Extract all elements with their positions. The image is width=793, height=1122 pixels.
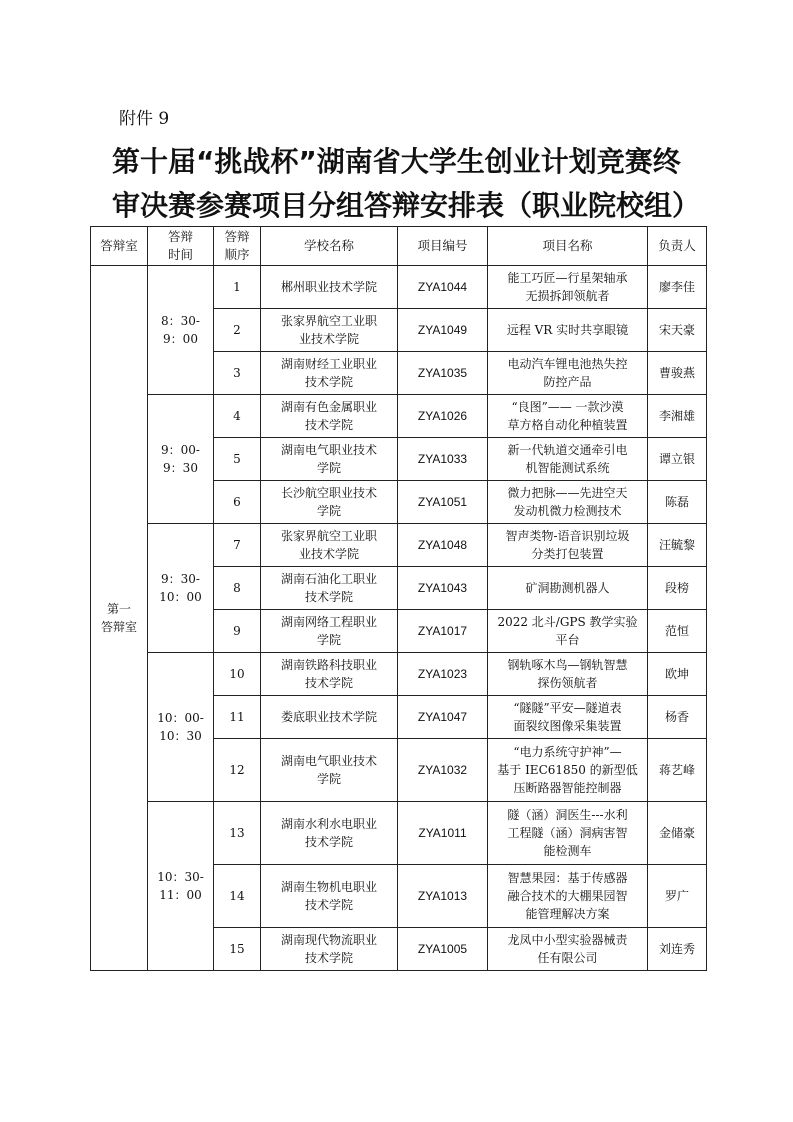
time-slot-line: 10：30 [159, 729, 202, 743]
project-name-line: 能管理解决方案 [525, 907, 610, 921]
project-name-line: 2022 北斗/GPS 教学实验 [497, 615, 638, 629]
project-name-line: 无损拆卸领航者 [525, 289, 610, 303]
school-cell [261, 438, 398, 481]
leader-cell: 廖李佳 [648, 266, 707, 309]
header-order-line: 顺序 [224, 247, 250, 262]
school-line: 业技术学院 [298, 547, 359, 561]
project-name-line: 电动汽车锂电池热失控 [507, 357, 628, 371]
schedule-body [91, 266, 707, 971]
order-cell: 14 [214, 865, 261, 928]
school-line: 湖南水利水电职业 [280, 817, 377, 831]
header-time [148, 227, 214, 266]
time-slot-line: 10：30- [157, 870, 204, 884]
header-room-line: 答辩室 [100, 238, 138, 253]
order-cell: 1 [214, 266, 261, 309]
table-row [91, 802, 707, 865]
leader-cell: 曹骏燕 [648, 352, 707, 395]
project-name-line: 新一代轨道交通牵引电 [507, 443, 628, 457]
project-name-line: 面裂纹图像采集装置 [513, 719, 622, 733]
project-name-line: 分类打包装置 [531, 547, 604, 561]
school-cell [261, 352, 398, 395]
schedule-table [90, 226, 707, 971]
project-name-cell [488, 610, 648, 653]
school-line: 湖南有色金属职业 [280, 400, 377, 414]
leader-cell: 宋天豪 [648, 309, 707, 352]
project-name-line: 机智能测试系统 [525, 461, 610, 475]
header-order-line: 答辩 [224, 229, 250, 244]
school-cell [261, 802, 398, 865]
table-row [91, 653, 707, 696]
project-code-cell: ZYA1032 [398, 739, 488, 802]
project-code-cell: ZYA1043 [398, 567, 488, 610]
document-title-line-2: 审决赛参赛项目分组答辩安排表（职业院校组） [112, 189, 701, 222]
leader-cell: 欧坤 [648, 653, 707, 696]
order-cell: 11 [214, 696, 261, 739]
project-name-line: 远程 VR 实时共享眼镜 [506, 323, 629, 337]
order-cell: 3 [214, 352, 261, 395]
project-name-cell [488, 802, 648, 865]
time-slot-cell [148, 395, 214, 524]
project-name-line: 微力把脉——先进空天 [507, 486, 628, 500]
header-time-line: 时间 [167, 247, 193, 262]
time-slot-cell [148, 653, 214, 802]
school-line: 技术学院 [304, 590, 353, 604]
order-cell: 8 [214, 567, 261, 610]
table-header-row [91, 227, 707, 266]
project-code-cell: ZYA1047 [398, 696, 488, 739]
room-line: 第一 [106, 602, 131, 616]
school-cell [261, 395, 398, 438]
project-name-cell [488, 524, 648, 567]
project-name-cell [488, 395, 648, 438]
project-name-cell [488, 438, 648, 481]
school-line: 技术学院 [304, 418, 353, 432]
project-code-cell: ZYA1013 [398, 865, 488, 928]
time-slot-line: 9：00 [163, 332, 198, 346]
school-cell [261, 309, 398, 352]
project-code-cell: ZYA1048 [398, 524, 488, 567]
leader-cell: 金储豪 [648, 802, 707, 865]
school-line: 湖南网络工程职业 [280, 615, 377, 629]
header-school [261, 227, 398, 266]
project-code-cell: ZYA1005 [398, 928, 488, 971]
project-name-line: 融合技术的大棚果园智 [507, 889, 628, 903]
school-cell [261, 266, 398, 309]
room-cell [91, 266, 148, 971]
school-cell [261, 739, 398, 802]
project-name-line: 压断路器智能控制器 [513, 781, 622, 795]
leader-cell: 刘连秀 [648, 928, 707, 971]
leader-cell: 段榜 [648, 567, 707, 610]
school-line: 郴州职业技术学院 [280, 280, 377, 294]
leader-cell: 李湘雄 [648, 395, 707, 438]
project-name-line: 隧（涵）洞医生---水利 [507, 808, 628, 822]
school-line: 技术学院 [304, 951, 353, 965]
project-name-cell [488, 266, 648, 309]
project-name-line: 任有限公司 [537, 951, 598, 965]
school-cell [261, 653, 398, 696]
project-code-cell: ZYA1051 [398, 481, 488, 524]
project-code-cell: ZYA1044 [398, 266, 488, 309]
school-line: 学院 [316, 633, 341, 647]
school-line: 长沙航空职业技术 [280, 486, 377, 500]
order-cell: 15 [214, 928, 261, 971]
school-line: 业技术学院 [298, 332, 359, 346]
school-cell [261, 928, 398, 971]
school-cell [261, 610, 398, 653]
order-cell: 5 [214, 438, 261, 481]
order-cell: 7 [214, 524, 261, 567]
time-slot-cell [148, 524, 214, 653]
school-line: 湖南铁路科技职业 [280, 658, 377, 672]
header-leader [648, 227, 707, 266]
order-cell: 10 [214, 653, 261, 696]
leader-cell: 谭立银 [648, 438, 707, 481]
project-code-cell: ZYA1026 [398, 395, 488, 438]
time-slot-line: 9：30- [161, 572, 200, 586]
header-room [91, 227, 148, 266]
project-name-line: 草方格自动化种植装置 [507, 418, 628, 432]
time-slot-line: 10：00- [157, 711, 204, 725]
header-time-line: 答辩 [167, 229, 193, 244]
project-name-line: 智声类物-语音识别垃圾 [505, 529, 630, 543]
table-row [91, 395, 707, 438]
project-name-line: 基于 IEC61850 的新型低 [497, 763, 638, 777]
header-project-line: 项目名称 [542, 238, 593, 253]
school-line: 湖南现代物流职业 [280, 933, 377, 947]
project-name-cell [488, 928, 648, 971]
school-line: 学院 [316, 504, 341, 518]
school-line: 湖南电气职业技术 [280, 443, 377, 457]
time-slot-line: 9：00- [161, 443, 200, 457]
document-title-line-1: 第十届“挑战杯”湖南省大学生创业计划竞赛终 [112, 145, 681, 178]
school-line: 娄底职业技术学院 [280, 710, 377, 724]
project-name-line: 平台 [555, 633, 580, 647]
project-code-cell: ZYA1033 [398, 438, 488, 481]
school-cell [261, 567, 398, 610]
table-row [91, 524, 707, 567]
project-code-cell: ZYA1017 [398, 610, 488, 653]
header-code [398, 227, 488, 266]
school-line: 张家界航空工业职 [280, 314, 377, 328]
room-line: 答辩室 [100, 620, 137, 634]
header-leader-line: 负责人 [658, 238, 696, 253]
school-line: 技术学院 [304, 835, 353, 849]
project-name-line: 能工巧匠—行星架轴承 [507, 271, 628, 285]
project-code-cell: ZYA1011 [398, 802, 488, 865]
project-name-cell [488, 481, 648, 524]
leader-cell: 陈磊 [648, 481, 707, 524]
school-cell [261, 524, 398, 567]
project-name-line: “电力系统守护神”— [513, 745, 622, 759]
school-line: 技术学院 [304, 676, 353, 690]
project-name-line: “良图”—— 一款沙漠 [511, 400, 624, 414]
order-cell: 6 [214, 481, 261, 524]
project-name-line: 发动机微力检测技术 [513, 504, 622, 518]
time-slot-line: 10：00 [159, 590, 202, 604]
school-cell [261, 696, 398, 739]
project-name-line: “隧隧”平安—隧道表 [513, 701, 622, 715]
project-name-cell [488, 739, 648, 802]
school-line: 技术学院 [304, 898, 353, 912]
project-name-line: 矿洞勘测机器人 [525, 581, 610, 595]
school-line: 张家界航空工业职 [280, 529, 377, 543]
school-line: 学院 [316, 461, 341, 475]
table-row [91, 266, 707, 309]
project-name-cell [488, 567, 648, 610]
order-cell: 2 [214, 309, 261, 352]
project-name-cell [488, 653, 648, 696]
leader-cell: 罗广 [648, 865, 707, 928]
project-name-cell [488, 352, 648, 395]
project-code-cell: ZYA1049 [398, 309, 488, 352]
time-slot-line: 9：30 [163, 461, 198, 475]
school-cell [261, 481, 398, 524]
order-cell: 4 [214, 395, 261, 438]
project-name-line: 防控产品 [543, 375, 592, 389]
header-order [214, 227, 261, 266]
header-school-line: 学校名称 [303, 238, 354, 253]
header-code-line: 项目编号 [417, 238, 468, 253]
project-code-cell: ZYA1023 [398, 653, 488, 696]
order-cell: 12 [214, 739, 261, 802]
project-name-line: 工程隧（涵）洞病害智 [507, 826, 628, 840]
leader-cell: 蒋艺峰 [648, 739, 707, 802]
school-line: 湖南财经工业职业 [280, 357, 377, 371]
project-name-line: 探伤领航者 [537, 676, 598, 690]
school-line: 技术学院 [304, 375, 353, 389]
school-cell [261, 865, 398, 928]
project-name-cell [488, 696, 648, 739]
leader-cell: 杨香 [648, 696, 707, 739]
header-project [488, 227, 648, 266]
project-code-cell: ZYA1035 [398, 352, 488, 395]
school-line: 湖南生物机电职业 [280, 880, 377, 894]
project-name-cell [488, 309, 648, 352]
project-name-line: 钢轨啄木鸟—钢轨智慧 [507, 658, 628, 672]
leader-cell: 范恒 [648, 610, 707, 653]
time-slot-line: 11：00 [159, 888, 202, 902]
school-line: 湖南电气职业技术 [280, 754, 377, 768]
project-name-cell [488, 865, 648, 928]
time-slot-cell [148, 266, 214, 395]
order-cell: 13 [214, 802, 261, 865]
project-name-line: 能检测车 [543, 844, 592, 858]
leader-cell: 汪毓黎 [648, 524, 707, 567]
time-slot-cell [148, 802, 214, 971]
order-cell: 9 [214, 610, 261, 653]
attachment-label: 附件 9 [119, 109, 170, 129]
project-name-line: 龙凤中小型实验器械责 [507, 933, 628, 947]
school-line: 湖南石油化工职业 [280, 572, 377, 586]
time-slot-line: 8：30- [161, 314, 200, 328]
school-line: 学院 [316, 772, 341, 786]
project-name-line: 智慧果园：基于传感器 [507, 871, 628, 885]
